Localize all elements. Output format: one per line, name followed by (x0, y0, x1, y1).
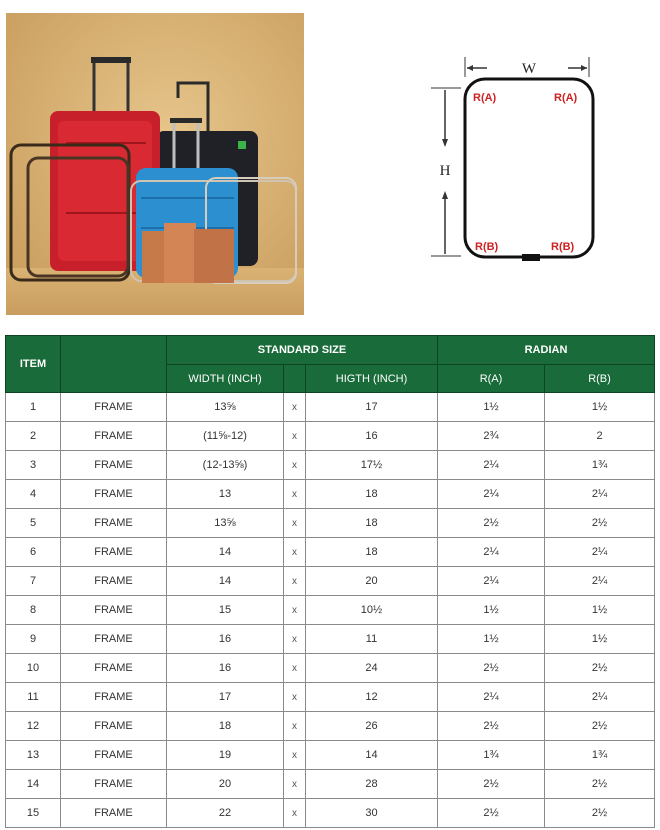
cell-name: FRAME (61, 683, 167, 712)
cell-item: 8 (6, 596, 61, 625)
cell-name: FRAME (61, 451, 167, 480)
cell-height: 20 (306, 567, 438, 596)
width-label: W (521, 61, 537, 77)
cell-ra: 2½ (438, 770, 545, 799)
cell-name: FRAME (61, 712, 167, 741)
cell-height: 28 (306, 770, 438, 799)
cell-x: x (284, 799, 306, 828)
header-height: HIGTH (INCH) (306, 365, 438, 393)
cell-ra: 2¼ (438, 480, 545, 509)
table-row (6, 741, 655, 770)
cell-rb: 2½ (545, 509, 655, 538)
cell-name: FRAME (61, 538, 167, 567)
cell-name: FRAME (61, 567, 167, 596)
cell-height: 26 (306, 712, 438, 741)
cell-x: x (284, 538, 306, 567)
cell-width: 19 (167, 741, 284, 770)
cell-name: FRAME (61, 799, 167, 828)
cell-rb: 2½ (545, 799, 655, 828)
cell-height: 16 (306, 422, 438, 451)
table-row (6, 683, 655, 712)
table-body (6, 393, 655, 828)
cell-item: 1 (6, 393, 61, 422)
header-item: ITEM (6, 336, 61, 393)
corner-label-top-left: R(A) (473, 92, 497, 104)
cell-name: FRAME (61, 625, 167, 654)
cell-item: 10 (6, 654, 61, 683)
cell-height: 10½ (306, 596, 438, 625)
cell-rb: 2¼ (545, 538, 655, 567)
cell-x: x (284, 770, 306, 799)
cell-name: FRAME (61, 741, 167, 770)
header-x-blank (284, 365, 306, 393)
diagram-drawing (425, 55, 600, 265)
cell-width: 13⅝ (167, 393, 284, 422)
cell-x: x (284, 683, 306, 712)
cell-rb: 2¼ (545, 683, 655, 712)
cell-ra: 2¼ (438, 683, 545, 712)
height-label: H (439, 163, 451, 179)
cell-height: 14 (306, 741, 438, 770)
table-header-row-1 (6, 336, 655, 365)
cell-ra: 2¾ (438, 422, 545, 451)
header-ra: R(A) (438, 365, 545, 393)
header-radian: RADIAN (438, 336, 655, 365)
cell-ra: 2½ (438, 654, 545, 683)
cell-item: 11 (6, 683, 61, 712)
cell-width: 13⅝ (167, 509, 284, 538)
header-standard-size: STANDARD SIZE (167, 336, 438, 365)
cell-item: 6 (6, 538, 61, 567)
cell-name: FRAME (61, 480, 167, 509)
cell-width: 20 (167, 770, 284, 799)
header-rb: R(B) (545, 365, 655, 393)
cell-width: 17 (167, 683, 284, 712)
cell-ra: 2¼ (438, 567, 545, 596)
table-row (6, 480, 655, 509)
cell-ra: 1¾ (438, 741, 545, 770)
cell-item: 5 (6, 509, 61, 538)
cell-item: 14 (6, 770, 61, 799)
corner-label-bottom-right: R(B) (551, 241, 575, 253)
cell-name: FRAME (61, 393, 167, 422)
cell-x: x (284, 596, 306, 625)
cell-height: 17½ (306, 451, 438, 480)
cell-ra: 1½ (438, 625, 545, 654)
cell-width: 22 (167, 799, 284, 828)
cell-width: (12-13⅝) (167, 451, 284, 480)
cell-rb: 2½ (545, 712, 655, 741)
cell-x: x (284, 480, 306, 509)
cell-item: 12 (6, 712, 61, 741)
cell-name: FRAME (61, 596, 167, 625)
cell-rb: 2½ (545, 770, 655, 799)
cell-width: 14 (167, 567, 284, 596)
cell-item: 2 (6, 422, 61, 451)
cell-item: 4 (6, 480, 61, 509)
cell-ra: 1½ (438, 393, 545, 422)
table-row (6, 451, 655, 480)
cell-rb: 2¼ (545, 480, 655, 509)
cell-ra: 2¼ (438, 451, 545, 480)
cell-item: 13 (6, 741, 61, 770)
cell-rb: 1¾ (545, 741, 655, 770)
cell-x: x (284, 712, 306, 741)
cell-rb: 1½ (545, 393, 655, 422)
cell-ra: 2½ (438, 509, 545, 538)
cell-height: 18 (306, 538, 438, 567)
luggage-frames-photo (6, 13, 304, 315)
cell-name: FRAME (61, 422, 167, 451)
cell-x: x (284, 451, 306, 480)
cell-x: x (284, 509, 306, 538)
corner-label-top-right: R(A) (554, 92, 578, 104)
frame-dimension-diagram (425, 55, 600, 265)
cell-rb: 2½ (545, 654, 655, 683)
cell-height: 17 (306, 393, 438, 422)
cell-width: (11⅝-12) (167, 422, 284, 451)
cell-item: 9 (6, 625, 61, 654)
table-row (6, 712, 655, 741)
cell-ra: 2½ (438, 799, 545, 828)
table-row (6, 509, 655, 538)
cell-item: 7 (6, 567, 61, 596)
table-row (6, 393, 655, 422)
cell-height: 18 (306, 509, 438, 538)
cell-width: 14 (167, 538, 284, 567)
table-row (6, 567, 655, 596)
cell-height: 24 (306, 654, 438, 683)
cell-rb: 1¾ (545, 451, 655, 480)
table-row (6, 799, 655, 828)
cell-x: x (284, 567, 306, 596)
cell-x: x (284, 422, 306, 451)
cell-x: x (284, 741, 306, 770)
cell-rb: 2 (545, 422, 655, 451)
cell-width: 16 (167, 654, 284, 683)
cell-ra: 2¼ (438, 538, 545, 567)
frame-size-table (5, 335, 655, 828)
table-row (6, 596, 655, 625)
corner-label-bottom-left: R(B) (475, 241, 499, 253)
table-row (6, 625, 655, 654)
cell-height: 12 (306, 683, 438, 712)
cell-width: 15 (167, 596, 284, 625)
cell-width: 13 (167, 480, 284, 509)
cell-ra: 2½ (438, 712, 545, 741)
cell-height: 30 (306, 799, 438, 828)
header-blank (61, 336, 167, 393)
cell-x: x (284, 393, 306, 422)
table-row (6, 538, 655, 567)
cell-x: x (284, 625, 306, 654)
cell-x: x (284, 654, 306, 683)
luggage-photo-graphic (6, 13, 304, 315)
cell-width: 16 (167, 625, 284, 654)
cell-rb: 1½ (545, 625, 655, 654)
cell-rb: 2¼ (545, 567, 655, 596)
cell-ra: 1½ (438, 596, 545, 625)
cell-name: FRAME (61, 509, 167, 538)
header-width: WIDTH (INCH) (167, 365, 284, 393)
table-row (6, 654, 655, 683)
cell-height: 11 (306, 625, 438, 654)
cell-height: 18 (306, 480, 438, 509)
cell-width: 18 (167, 712, 284, 741)
cell-name: FRAME (61, 654, 167, 683)
cell-rb: 1½ (545, 596, 655, 625)
cell-item: 3 (6, 451, 61, 480)
cell-item: 15 (6, 799, 61, 828)
table-row (6, 770, 655, 799)
table-row (6, 422, 655, 451)
cell-name: FRAME (61, 770, 167, 799)
